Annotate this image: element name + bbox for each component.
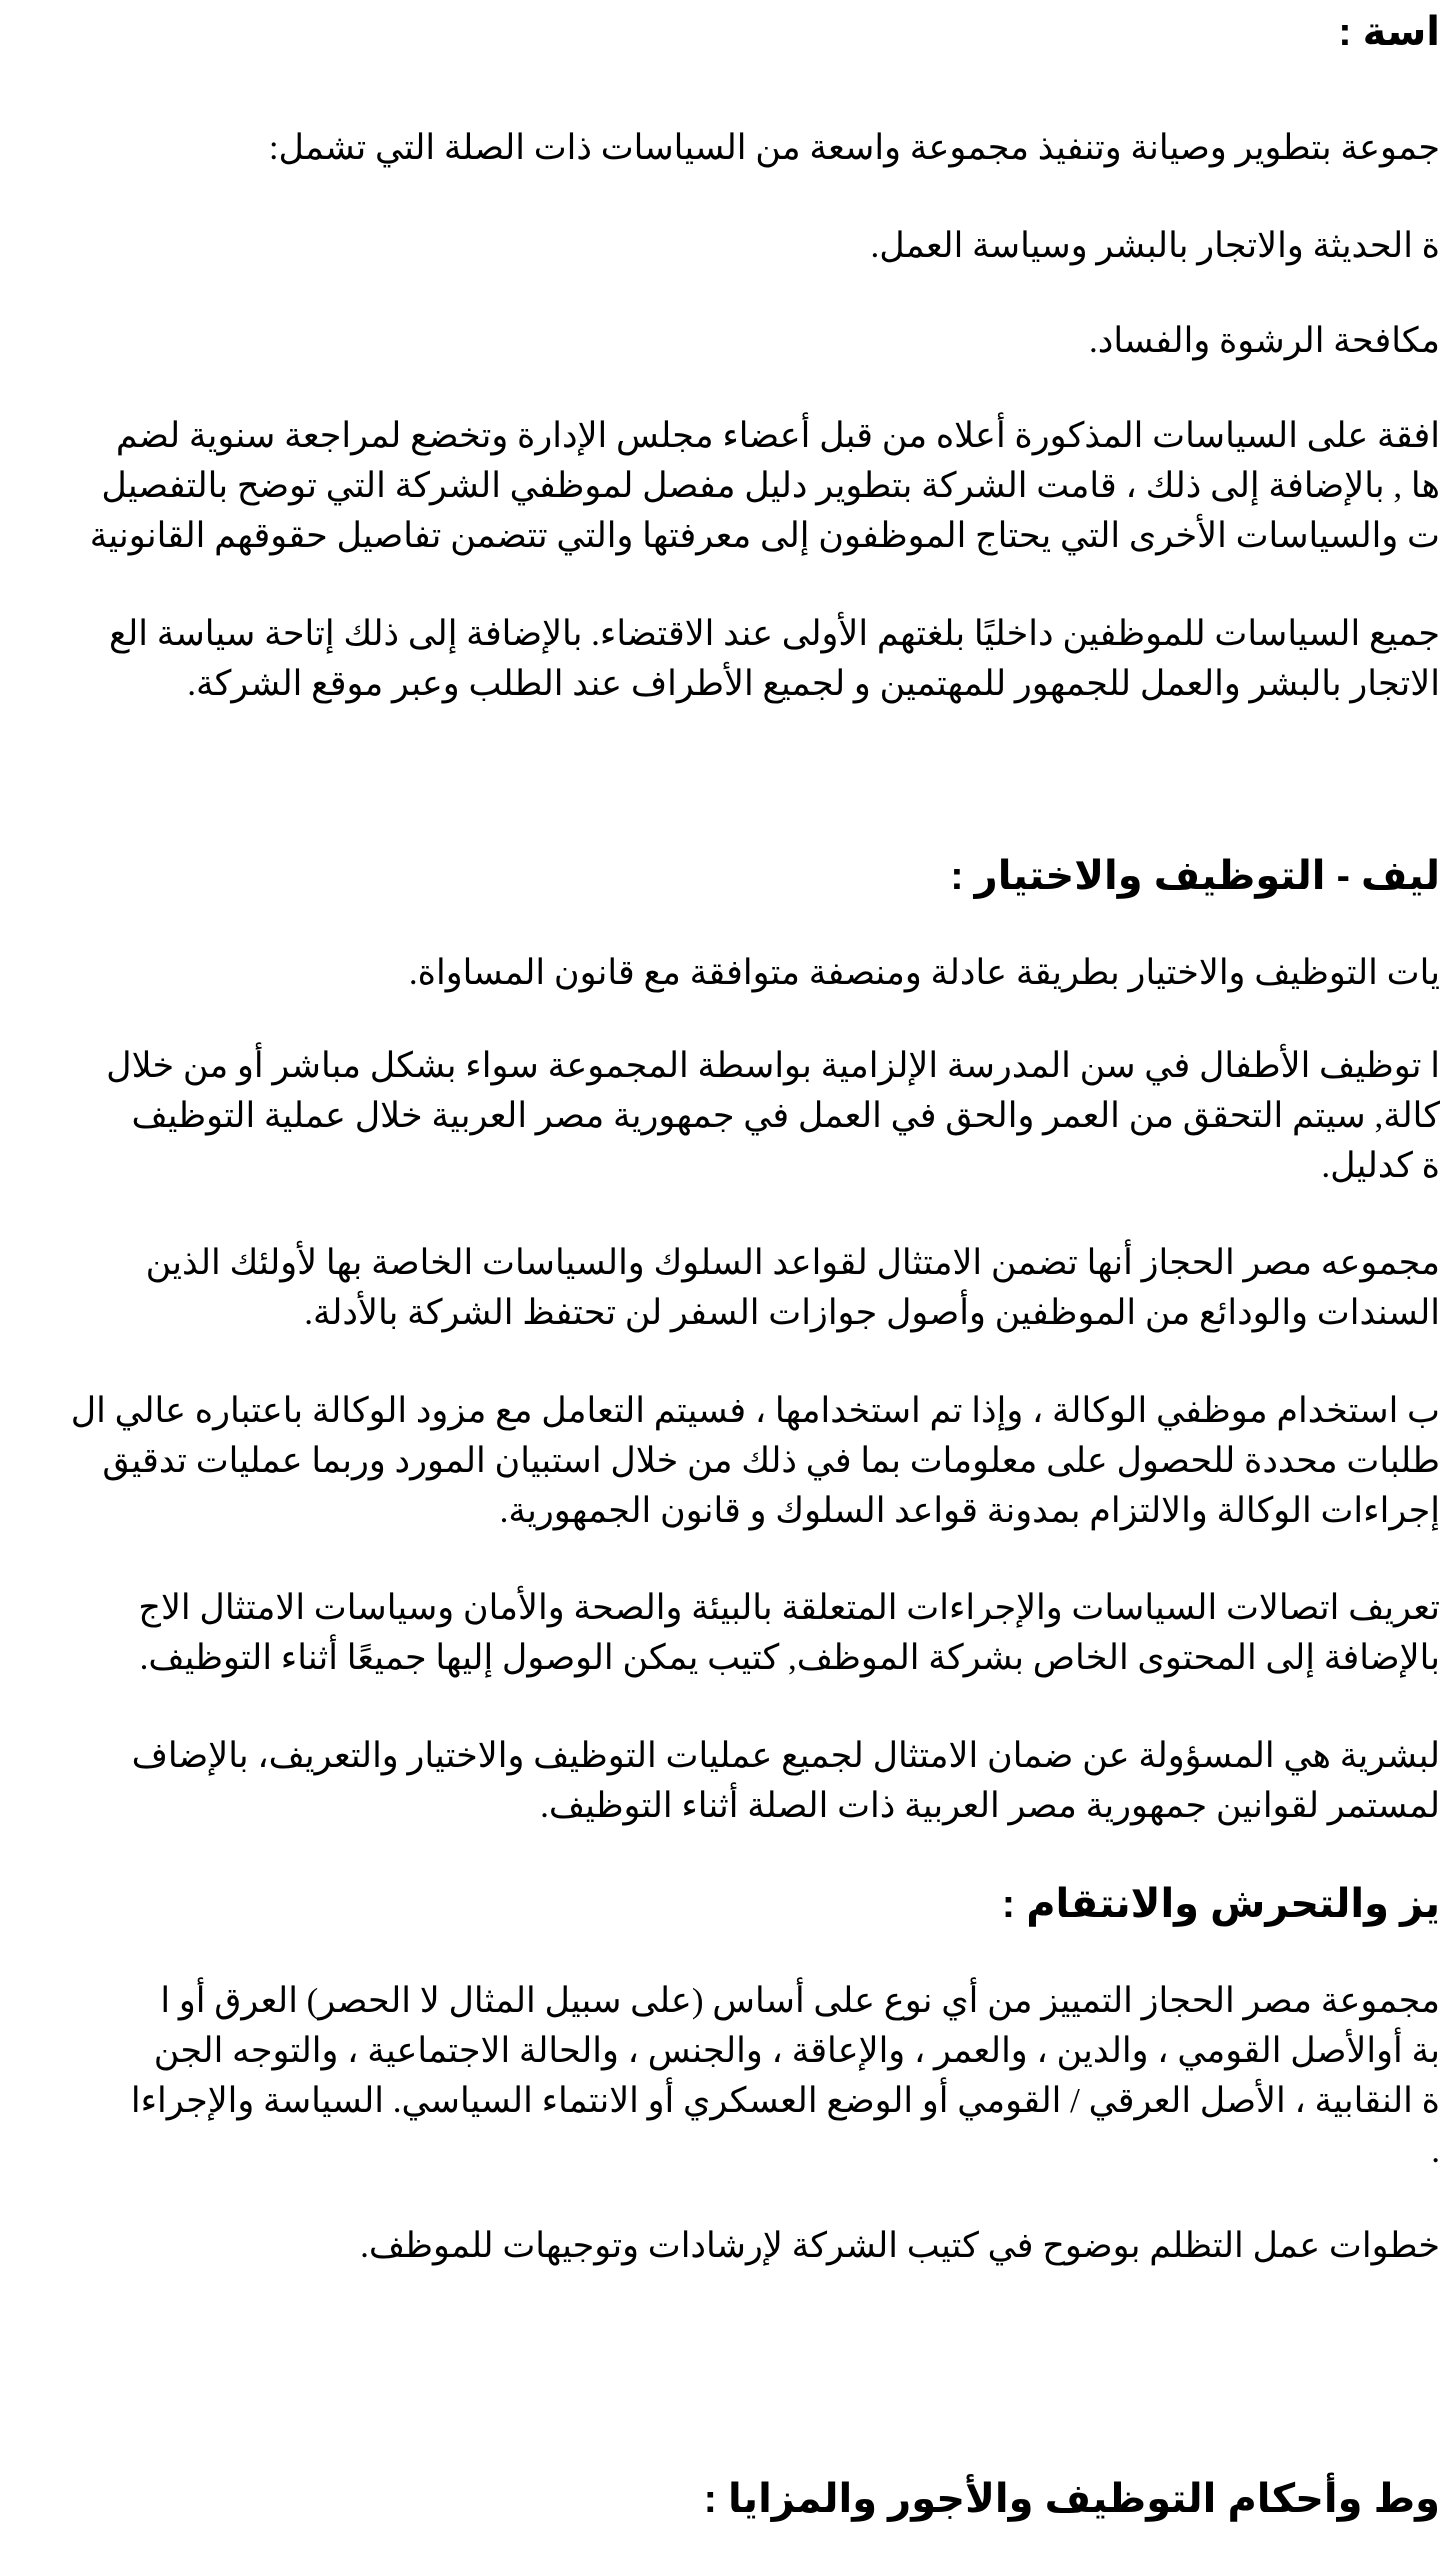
paragraph-line: ت والسياسات الأخرى التي يحتاج الموظفون إلى معرفتها والتي تتضمن تفاصيل حقوقهم القانونية <box>89 516 1440 555</box>
paragraph-line: ب استخدام موظفي الوكالة ، وإذا تم استخدامها ، فسيتم التعامل مع مزود الوكالة باعتباره عالي ال <box>70 1391 1440 1430</box>
paragraph-line: ها , بالإضافة إلى ذلك ، قامت الشركة بتطوير دليل مفصل لموظفي الشركة التي توضح بالتفصيل <box>101 466 1440 505</box>
paragraph-line: جميع السياسات للموظفين داخليًا بلغتهم الأولى عند الاقتضاء. بالإضافة إلى ذلك إتاحة سياسة الع <box>108 614 1440 653</box>
section-heading-recruitment: ليف - التوظيف والاختيار : <box>950 854 1440 898</box>
paragraph-line: السندات والودائع من الموظفين وأصول جوازات السفر لن تحتفظ الشركة بالأدلة. <box>304 1293 1440 1332</box>
paragraph-line: مكافحة الرشوة والفساد. <box>1089 321 1440 360</box>
paragraph-line: كالة, سيتم التحقق من العمر والحق في العمل في جمهورية مصر العربية خلال عملية التوظيف <box>131 1096 1440 1135</box>
paragraph-line: بة أوالأصل القومي ، والدين ، والعمر ، والإعاقة ، والجنس ، والحالة الاجتماعية ، والتوجه الجن <box>153 2031 1440 2070</box>
paragraph-line: ة النقابية ، الأصل العرقي / القومي أو الوضع العسكري أو الانتماء السياسي. السياسة والإجراءا <box>130 2081 1440 2120</box>
paragraph-line: ا توظيف الأطفال في سن المدرسة الإلزامية بواسطة المجموعة سواء بشكل مباشر أو من خلال <box>106 1046 1440 1085</box>
paragraph-line: لبشرية هي المسؤولة عن ضمان الامتثال لجميع عمليات التوظيف والاختيار والتعريف، بالإضاف <box>131 1736 1440 1775</box>
paragraph-line: مجموعة مصر الحجاز التمييز من أي نوع على أساس (على سبيل المثال لا الحصر) العرق أو ا <box>160 1981 1440 2020</box>
section-heading-employment-terms: وط وأحكام التوظيف والأجور والمزايا : <box>703 2477 1440 2521</box>
paragraph-line: الاتجار بالبشر والعمل للجمهور للمهتمين و لجميع الأطراف عند الطلب وعبر موقع الشركة. <box>187 664 1440 703</box>
paragraph-line: ة كدليل. <box>1321 1146 1440 1185</box>
paragraph-line: بالإضافة إلى المحتوى الخاص بشركة الموظف, كتيب يمكن الوصول إليها جميعًا أثناء التوظيف. <box>139 1638 1440 1677</box>
paragraph-line: لمستمر لقوانين جمهورية مصر العربية ذات الصلة أثناء التوظيف. <box>540 1786 1440 1825</box>
section-heading-discrimination: يز والتحرش والانتقام : <box>1001 1882 1440 1926</box>
paragraph-line: ة الحديثة والاتجار بالبشر وسياسة العمل. <box>870 226 1440 265</box>
paragraph-line: خطوات عمل التظلم بوضوح في كتيب الشركة لإرشادات وتوجيهات للموظف. <box>360 2226 1440 2265</box>
paragraph-line: إجراءات الوكالة والالتزام بمدونة قواعد السلوك و قانون الجمهورية. <box>499 1491 1440 1530</box>
section-heading-policy: اسة : <box>1338 10 1440 54</box>
paragraph-line: طلبات محددة للحصول على معلومات بما في ذلك من خلال استبيان المورد وربما عمليات تدقيق <box>102 1441 1440 1480</box>
paragraph-line: . <box>1431 2131 1440 2170</box>
paragraph-line: جموعة بتطوير وصيانة وتنفيذ مجموعة واسعة من السياسات ذات الصلة التي تشمل: <box>268 128 1440 167</box>
paragraph-line: يات التوظيف والاختيار بطريقة عادلة ومنصفة متوافقة مع قانون المساواة. <box>408 953 1440 992</box>
paragraph-line: افقة على السياسات المذكورة أعلاه من قبل أعضاء مجلس الإدارة وتخضع لمراجعة سنوية لضم <box>115 416 1440 455</box>
paragraph-line: تعريف اتصالات السياسات والإجراءات المتعلقة بالبيئة والصحة والأمان وسياسات الامتثال الاج <box>138 1588 1440 1627</box>
paragraph-line: مجموعه مصر الحجاز أنها تضمن الامتثال لقواعد السلوك والسياسات الخاصة بها لأولئك الذين <box>145 1243 1440 1282</box>
